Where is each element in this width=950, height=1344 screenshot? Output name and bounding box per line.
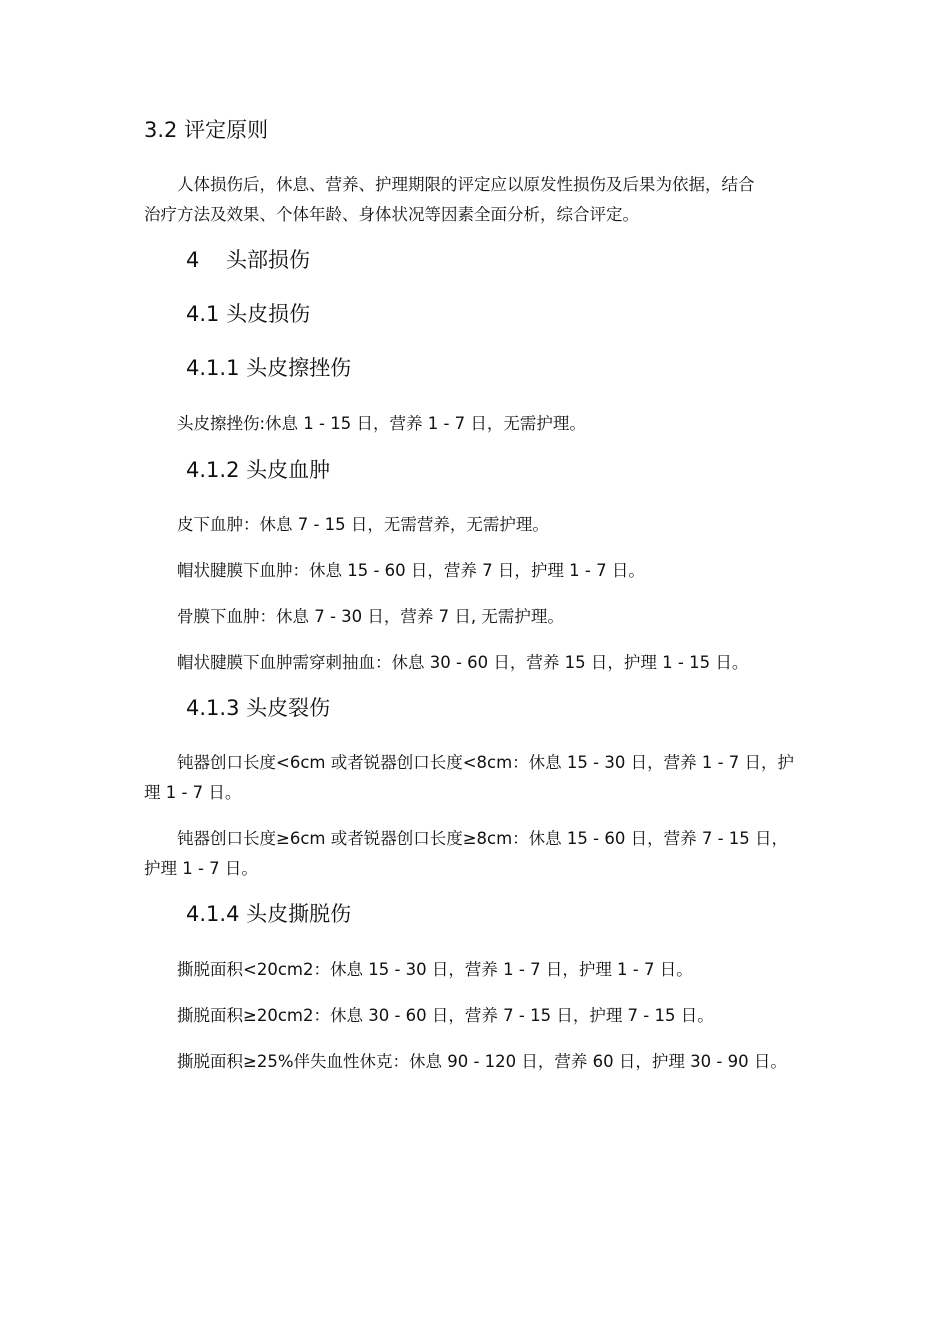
- section-heading-4-1-2: 4.1.2 头皮血肿: [186, 458, 331, 482]
- list-item: 撕脱面积≥25%伴失血性休克：休息 90 - 120 日，营养 60 日，护理 30 - 90 日。: [177, 1052, 787, 1071]
- list-item: 撕脱面积≥20cm2：休息 30 - 60 日，营养 7 - 15 日，护理 7 - 15 日。: [177, 1006, 714, 1025]
- section-heading-4: 4 头部损伤: [186, 248, 311, 272]
- list-item: 头皮擦挫伤:休息 1 - 15 日，营养 1 - 7 日，无需护理。: [177, 414, 586, 433]
- section-heading-4-1: 4.1 头皮损伤: [186, 302, 311, 326]
- list-item: 撕脱面积<20cm2：休息 15 - 30 日，营养 1 - 7 日，护理 1 - 7 日。: [177, 960, 693, 979]
- section-heading-4-1-3: 4.1.3 头皮裂伤: [186, 696, 331, 720]
- list-item: 帽状腱膜下血肿需穿刺抽血：休息 30 - 60 日，营养 15 日，护理 1 - 15 日。: [177, 653, 749, 672]
- paragraph-line: 治疗方法及效果、个体年龄、身体状况等因素全面分析，综合评定。: [144, 205, 639, 224]
- section-heading-3-2: 3.2 评定原则: [144, 118, 269, 142]
- list-item: 钝器创口长度<6cm 或者锐器创口长度<8cm：休息 15 - 30 日，营养 1 - 7 日，护: [177, 753, 795, 772]
- section-heading-4-1-4: 4.1.4 头皮撕脱伤: [186, 902, 352, 926]
- list-item-continuation: 理 1 - 7 日。: [144, 783, 242, 802]
- list-item: 骨膜下血肿：休息 7 - 30 日，营养 7 日, 无需护理。: [177, 607, 564, 626]
- list-item: 帽状腱膜下血肿：休息 15 - 60 日，营养 7 日，护理 1 - 7 日。: [177, 561, 645, 580]
- paragraph-line: 人体损伤后，休息、营养、护理期限的评定应以原发性损伤及后果为依据，结合: [177, 175, 755, 194]
- list-item: 皮下血肿：休息 7 - 15 日，无需营养，无需护理。: [177, 515, 549, 534]
- list-item: 钝器创口长度≥6cm 或者锐器创口长度≥8cm：休息 15 - 60 日，营养 7 - 15 日，: [177, 829, 789, 848]
- section-heading-4-1-1: 4.1.1 头皮擦挫伤: [186, 356, 352, 380]
- list-item-continuation: 护理 1 - 7 日。: [144, 859, 258, 878]
